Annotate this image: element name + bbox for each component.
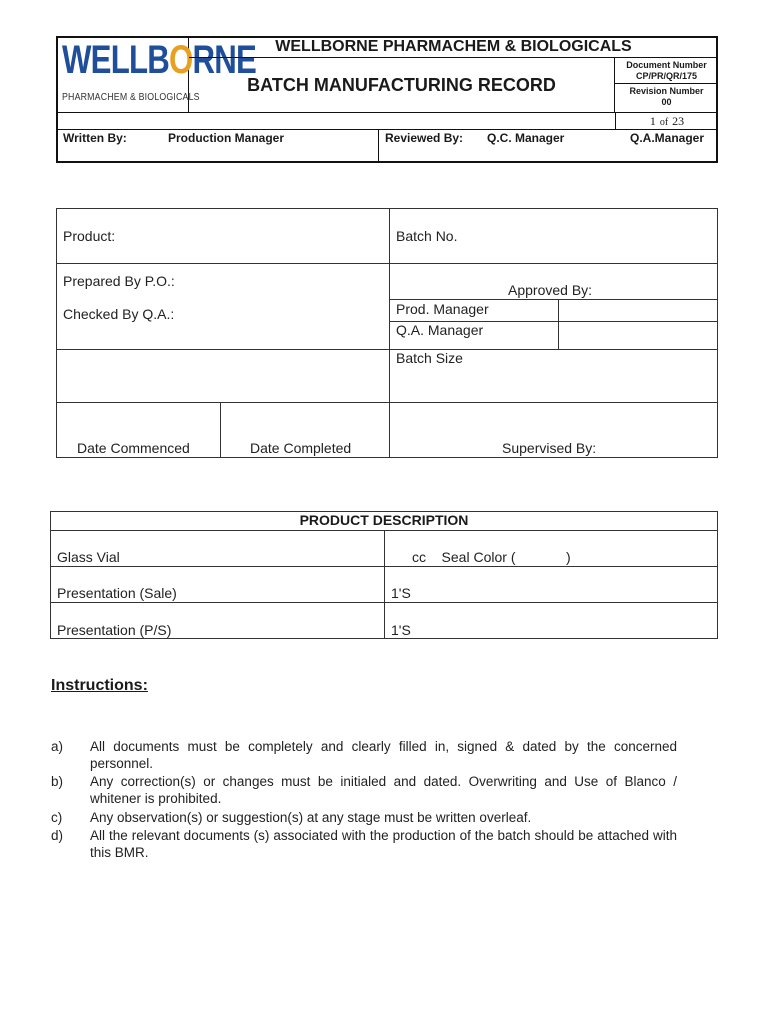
instructions-title: Instructions:	[51, 677, 148, 694]
prepared-by-label: Prepared By P.O.:	[63, 273, 175, 289]
document-number-label: Document Number	[626, 60, 707, 70]
row-value: cc Seal Color ( )	[412, 549, 571, 565]
reviewed-by-value: Q.C. Manager	[487, 131, 565, 145]
signature-divider	[378, 130, 379, 163]
table-divider	[384, 530, 385, 639]
checked-by-label: Checked By Q.A.:	[63, 306, 175, 322]
product-info-table	[56, 208, 718, 458]
reviewed-by-label: Reviewed By:	[385, 131, 464, 145]
written-by-value: Production Manager	[168, 131, 285, 145]
instruction-marker: d)	[51, 828, 64, 843]
product-label: Product:	[63, 228, 116, 244]
table-divider	[389, 299, 718, 300]
company-logo: WELLBORNE	[62, 38, 257, 82]
table-divider	[558, 299, 559, 349]
table-divider	[56, 402, 718, 403]
company-name: WELLBORNE PHARMACHEM & BIOLOGICALS	[189, 36, 718, 58]
document-number-value: CP/PR/QR/175	[635, 71, 698, 81]
approved-by-label: Approved By:	[508, 282, 593, 298]
instruction-item	[51, 809, 677, 826]
instruction-text: Any observation(s) or suggestion(s) at any stage must be written overleaf.	[90, 810, 532, 825]
instruction-marker: b)	[51, 774, 64, 789]
document-number	[615, 58, 718, 84]
qa-manager-label: Q.A. Manager	[396, 322, 484, 338]
page-total: 23	[672, 114, 685, 128]
row-label: Presentation (Sale)	[57, 585, 177, 601]
batch-size-label: Batch Size	[396, 350, 463, 366]
page-number	[615, 112, 718, 130]
logo-subtitle: PHARMACHEM & BIOLOGICALS	[62, 92, 200, 103]
instruction-item	[51, 738, 677, 772]
row-label: Presentation (P/S)	[57, 622, 172, 638]
page-of: of	[659, 117, 669, 128]
approved-by-value: Q.A.Manager	[630, 131, 705, 145]
instruction-text: Any correction(s) or changes must be initialed and dated. Overwriting and Use of Blanco / whitener is prohibited.	[90, 774, 677, 806]
page-current: 1	[649, 114, 656, 128]
table-divider	[56, 349, 718, 350]
table-divider	[389, 208, 390, 458]
instruction-text: All the relevant documents (s) associated with the production of the batch should be attached with this BMR.	[90, 828, 677, 860]
table-divider	[56, 263, 718, 264]
row-value: 1'S	[391, 622, 411, 638]
document-title: BATCH MANUFACTURING RECORD	[189, 58, 615, 112]
instruction-item	[51, 827, 677, 861]
row-value: 1'S	[391, 585, 411, 601]
written-by-label: Written By:	[63, 131, 127, 145]
instruction-marker: a)	[51, 739, 64, 754]
date-commenced-label: Date Commenced	[77, 440, 190, 456]
instruction-item	[51, 773, 677, 807]
prod-manager-label: Prod. Manager	[396, 301, 489, 317]
instruction-text: All documents must be completely and clearly filled in, signed & dated by the concerned personnel.	[90, 739, 677, 771]
date-completed-label: Date Completed	[250, 440, 352, 456]
revision-number-value: 00	[661, 97, 672, 107]
revision-number-label: Revision Number	[629, 86, 704, 96]
batch-no-label: Batch No.	[396, 228, 458, 244]
supervised-by-label: Supervised By:	[502, 440, 597, 456]
revision-number	[615, 84, 718, 112]
product-description-title: PRODUCT DESCRIPTION	[299, 512, 469, 528]
row-label: Glass Vial	[57, 549, 120, 565]
table-divider	[220, 402, 221, 458]
instruction-marker: c)	[51, 810, 63, 825]
